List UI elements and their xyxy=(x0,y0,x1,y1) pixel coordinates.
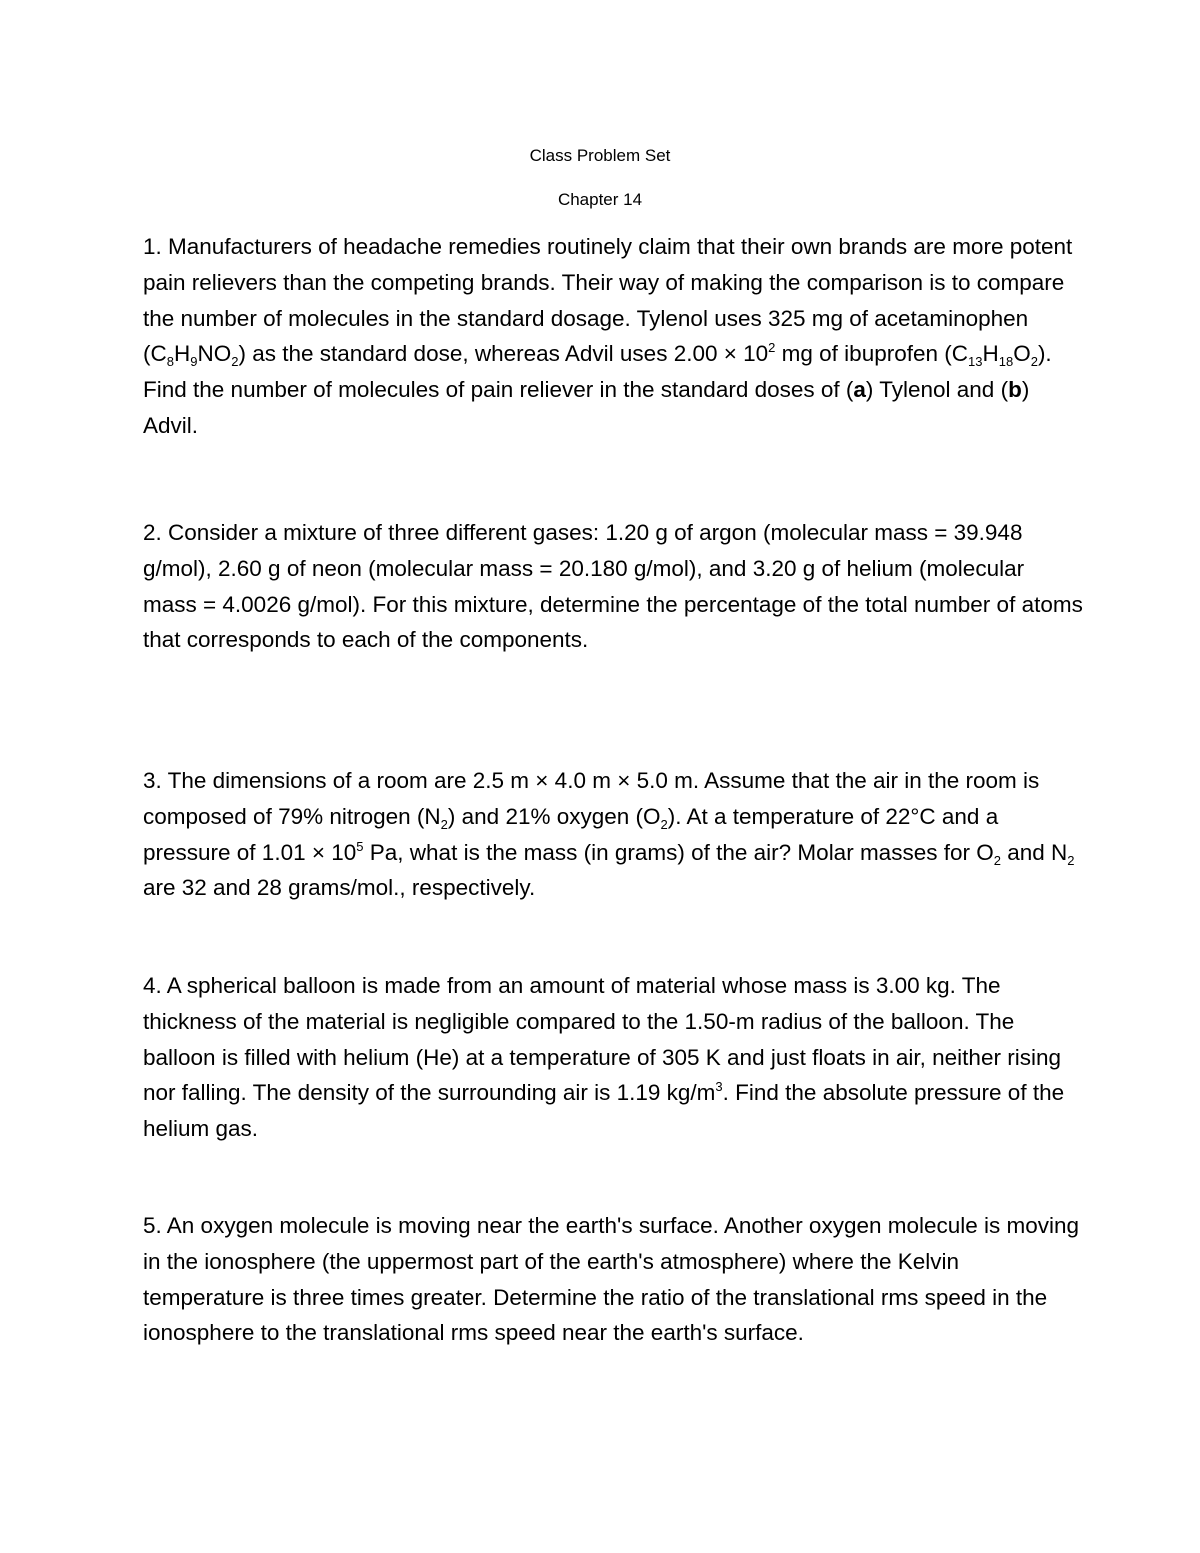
problem-number: 4. xyxy=(143,973,162,998)
problem-1: 1. Manufacturers of headache remedies routinely claim that their own brands are more potent pain relievers than the competing brands. Their way of making the comparison is to compare the number of molecules in the standard dosage. Tylenol uses 325 mg of acetaminophen $(C_8H_9NO_2)$ as the standard dose, whereas Advil uses $2.00 \times 10^2$ mg of ibuprofen $(C_{13}H_{18}O_2)$. Find the number of molecules of pain reliever in the standard doses of (a) Tylenol and (b) Advil. xyxy=(143,234,1073,438)
problem-2 xyxy=(143,515,1083,658)
part-b-label: b xyxy=(1008,377,1022,403)
problem-5 xyxy=(143,1208,1083,1351)
problem-text: An oxygen molecule is moving near the earth's surface. Another oxygen molecule is moving in the ionosphere (the uppermost part of the earth's atmosphere) where the Kelvin temperature is three times greater. Determine the ratio of the translational rms speed in the ionosphere to the translational rms speed near the earth's surface. xyxy=(143,1213,1080,1346)
problem-number: 3. xyxy=(143,768,162,793)
problem-3: 3. The dimensions of a room are 2.5 m × 4.0 m × 5.0 m. Assume that the air in the room is composed of 79% nitrogen $(N_2)$ and 21% oxygen $(O_2)$. At a temperature of 22°C and a pressure of $1.01 \times 10^5$ Pa, what is the mass (in grams) of the air? Molar masses for $O_2$ and $N_2$ are 32 and 28 grams/mol., respectively. xyxy=(143,768,1075,901)
problem-text: Consider a mixture of three different gases: 1.20 g of argon (molecular mass = 39.948 g/mol), 2.60 g of neon (molecular mass = 20.180 g/mol), and 3.20 g of helium (molecular mass = 4.0026 g/mol). For this mixture, determine the percentage of the total number of atoms that corresponds to each of the components. xyxy=(143,520,1083,653)
problem-4: 4. A spherical balloon is made from an amount of material whose mass is 3.00 kg. The thickness of the material is negligible compared to the 1.50-m radius of the balloon. The balloon is filled with helium (He) at a temperature of 305 K and just floats in air, neither rising nor falling. The density of the surrounding air is 1.19 $kg/m^3$. Find the absolute pressure of the helium gas. xyxy=(143,973,1065,1142)
problem-number: 2. xyxy=(143,520,162,545)
document-title: Class Problem Set xyxy=(529,146,671,165)
problem-number: 1. xyxy=(143,234,162,259)
chapter-heading: Chapter 14 xyxy=(557,190,643,209)
part-a-label: a xyxy=(853,377,866,403)
problem-number: 5. xyxy=(143,1213,162,1238)
